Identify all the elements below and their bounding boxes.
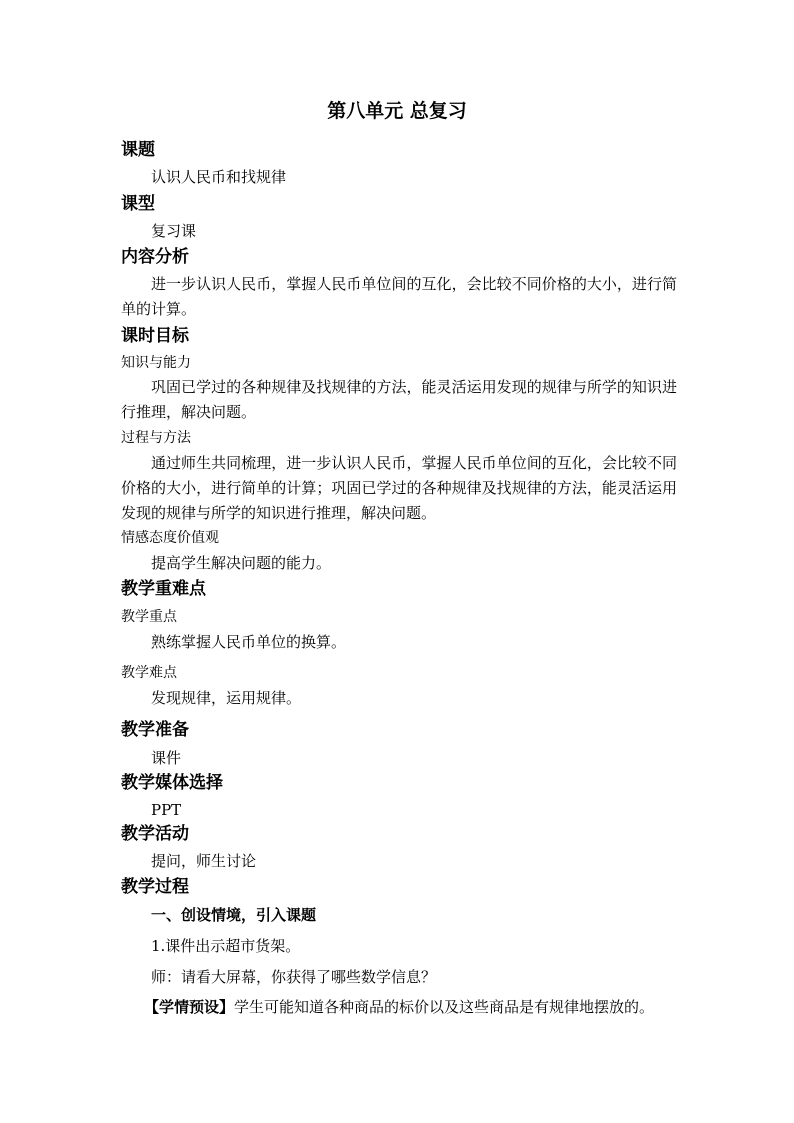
procedure-preset	[144, 996, 654, 1018]
goal-emotion-label: 情感态度价值观	[121, 530, 219, 546]
activity-text: 提问，师生讨论	[151, 852, 257, 870]
heading-prep: 教学准备	[121, 720, 189, 740]
keypoint-key-label: 教学重点	[121, 609, 177, 625]
heading-activity: 教学活动	[121, 824, 189, 844]
preset-text: 学生可能知道各种商品的标价以及这些商品是有规律地摆放的。	[234, 998, 655, 1016]
procedure-step1: 一、创设情境，引入课题	[151, 906, 317, 924]
topic-text: 认识人民币和找规律	[151, 168, 287, 186]
media-text: PPT	[151, 801, 182, 819]
keypoint-difficult-text: 发现规律，运用规律。	[151, 689, 302, 707]
heading-media: 教学媒体选择	[121, 773, 223, 793]
prep-text: 课件	[151, 749, 182, 767]
heading-type: 课型	[121, 194, 155, 214]
type-text: 复习课	[151, 222, 197, 240]
heading-analysis: 内容分析	[121, 247, 189, 267]
heading-keypoints: 教学重难点	[121, 579, 206, 599]
preset-label: 【学情预设】	[144, 998, 235, 1016]
goal-process-label: 过程与方法	[121, 430, 191, 446]
heading-topic: 课题	[121, 140, 155, 160]
goal-emotion-text: 提高学生解决问题的能力。	[151, 554, 332, 572]
procedure-line2: 师：请看大屏幕，你获得了哪些数学信息？	[151, 968, 437, 986]
analysis-text: 进一步认识人民币，掌握人民币单位间的互化，会比较不同价格的大小，进行简单的计算。	[121, 275, 677, 318]
goal-knowledge-label: 知识与能力	[121, 355, 191, 371]
heading-procedure: 教学过程	[121, 877, 189, 897]
page-title: 第八单元 总复习	[327, 100, 467, 122]
goal-process-text: 通过师生共同梳理，进一步认识人民币，掌握人民币单位间的互化，会比较不同价格的大小，进行简单的计算；巩固已学过的各种规律及找规律的方法，能灵活运用发现的规律与所学的知识进行推理，解决问题。	[121, 454, 677, 522]
goal-knowledge-text: 巩固已学过的各种规律及找规律的方法，能灵活运用发现的规律与所学的知识进行推理，解决问题。	[121, 378, 677, 421]
heading-goals: 课时目标	[121, 326, 189, 346]
procedure-line1: 1.课件出示超市货架。	[151, 937, 301, 955]
keypoint-key-text: 熟练掌握人民币单位的换算。	[151, 633, 347, 651]
keypoint-difficult-label: 教学难点	[121, 665, 177, 681]
